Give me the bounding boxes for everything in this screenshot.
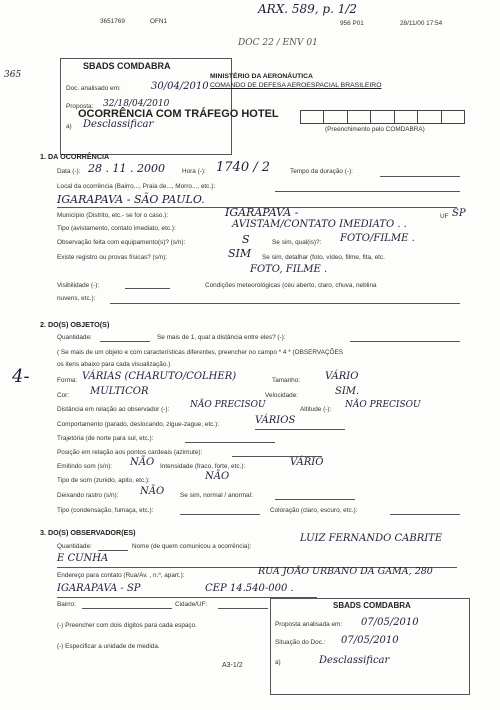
forma-value: VÁRIAS (CHARUTO/COLHER) bbox=[82, 371, 237, 382]
obs-qual-label: Se sim, qual(is)?: bbox=[272, 239, 322, 246]
data-label: Data (-): bbox=[57, 168, 81, 175]
page-code: A3-1/2 bbox=[222, 662, 243, 669]
pos-label: Posição em relação aos pontos cardeais (azimute): bbox=[57, 449, 203, 456]
form-title: OCORRÊNCIA COM TRÁFEGO HOTEL bbox=[78, 108, 279, 120]
ministry-line1: MINISTÉRIO DA AERONÁUTICA bbox=[210, 73, 313, 80]
stamp-line3: a) bbox=[66, 123, 72, 130]
uf-value: SP bbox=[452, 208, 466, 219]
tipo-rastro-label: Tipo (condensação, fumaça, etc.): bbox=[57, 507, 154, 514]
comdabra-code-boxes bbox=[300, 110, 465, 124]
endereco-label: Endereço para contato (Rua/Av. , n.º, apart.): bbox=[57, 572, 185, 579]
stamp-bottom-title: SBADS COMDABRA bbox=[333, 601, 411, 610]
cidade-label: Cidade/UF: bbox=[175, 601, 208, 608]
stamp-line3-value: Desclassificar bbox=[83, 119, 154, 130]
stamp-line1-value: 30/04/2010 bbox=[151, 81, 209, 92]
emit-value: NÃO bbox=[130, 457, 155, 468]
bairro-label: Bairro: bbox=[57, 601, 76, 608]
stamp-bottom-line2: Situação do Doc.: bbox=[275, 639, 326, 646]
fax-page-code: 956 P01 bbox=[340, 20, 364, 27]
fax-datetime: 28/11/00 17:54 bbox=[400, 20, 443, 27]
municipio-label: Município (Distrito, etc.- se for o caso.): bbox=[57, 212, 169, 219]
endereco-value-2: IGARAPAVA - SP bbox=[57, 583, 141, 594]
analysis-stamp-top bbox=[60, 58, 232, 155]
uf-label: UF bbox=[440, 213, 449, 220]
endereco-value: RUA JOÃO URBANO DA GAMA, 280 bbox=[258, 566, 433, 577]
obs-qual-value: FOTO/FILME . bbox=[340, 233, 415, 244]
alt-value: NÃO PRECISOU bbox=[345, 400, 421, 410]
vel-label: Velocidade: bbox=[265, 392, 299, 399]
stamp-bottom-line3: a) bbox=[275, 659, 281, 666]
nome-value: LUIZ FERNANDO CABRITE bbox=[300, 533, 443, 544]
fill-instr-1: (-) Preencher com dois dígitos para cada espaço. bbox=[57, 622, 197, 629]
margin-number-four: 4- bbox=[12, 366, 30, 387]
brilho-value: NÃO bbox=[205, 471, 230, 482]
cor-label: Cor: bbox=[57, 392, 70, 399]
stamp-bottom-line1-value: 07/05/2010 bbox=[361, 617, 419, 628]
objeto-note2: os itens abaixo para cada visualização.) bbox=[57, 361, 171, 368]
rastro-label: Deixando rastro (s/n): bbox=[57, 492, 119, 499]
tipo-value: AVISTAM/CONTATO IMEDIATO . . bbox=[232, 219, 407, 230]
stamp-bottom-line2-value: 07/05/2010 bbox=[341, 635, 399, 646]
cor-value: MULTICOR bbox=[90, 386, 149, 397]
fill-instr-2: (-) Especificar a unidade de medida. bbox=[57, 643, 160, 650]
visib-cond2-label: nuvens, etc.): bbox=[57, 295, 96, 302]
duracao-label: Tempo da duração (-): bbox=[290, 168, 353, 175]
fill-note: (Preenchimento pelo COMDABRA) bbox=[325, 126, 425, 133]
obs-label: Observação feita com equipamento(s)? (s/n): bbox=[57, 239, 186, 246]
hora-value: 1740 / 2 bbox=[216, 160, 270, 175]
registro-detail-label: Se sim, detalhar (foto, vídeo, filme, fita, etc. bbox=[262, 254, 385, 261]
ministry-line2: COMANDO DE DEFESA AEROESPACIAL BRASILEIRO bbox=[210, 82, 382, 89]
fax-code: OFN1 bbox=[150, 18, 168, 25]
emit-label: Emitindo som (s/n): bbox=[57, 463, 113, 470]
alt-label: Altitude (-): bbox=[300, 406, 332, 413]
stamp-line1: Doc. analisado em: bbox=[66, 85, 121, 92]
comp-value: VÁRIOS bbox=[255, 415, 296, 426]
local-label: Local da ocorrência (Bairro..., Praia de..., Morro..., etc.): bbox=[57, 183, 216, 190]
local-value: IGARAPAVA - SÃO PAULO. bbox=[57, 193, 205, 206]
obs-qtd-label: Quantidade: bbox=[57, 543, 92, 550]
visib-label: Visibilidade (-): bbox=[57, 282, 100, 289]
margin-note: 365 bbox=[4, 70, 22, 80]
traj-label: Trajetória (de norte para sul, etc.): bbox=[57, 435, 154, 442]
vel-value: SIM. bbox=[335, 386, 360, 397]
data-value: 28 . 11 . 2000 bbox=[88, 162, 165, 175]
objeto-note1: ( Se mais de um objeto e com características diferentes, preencher no campo * 4 * (OBSERVAÇÕES bbox=[57, 349, 344, 356]
municipio-value: IGARAPAVA - bbox=[225, 206, 299, 219]
forma-label: Forma: bbox=[57, 377, 78, 384]
dist-label: Distância em relação ao observador (-): bbox=[57, 406, 170, 413]
archive-note: ARX. 589, p. 1/2 bbox=[258, 2, 358, 16]
stamp-bottom-line3-value: Desclassificar bbox=[319, 655, 390, 666]
stamp-title: SBADS COMDABRA bbox=[83, 61, 171, 71]
qtd-dist-label: Se mais de 1, qual a distância entre eles? (-): bbox=[157, 334, 286, 341]
brilho-label: Tipo de som (zunido, apito, etc.): bbox=[57, 477, 150, 484]
coloracao-label: Coloração (claro, escuro, etc.): bbox=[270, 507, 358, 514]
rastro-q-label: Se sim, normal / anormal: bbox=[180, 492, 253, 499]
int-value: VÁRIO bbox=[290, 457, 324, 468]
cep-value: CEP 14.540-000 . bbox=[205, 583, 294, 594]
obs-value: S bbox=[242, 233, 250, 246]
nome-label: Nome (de quem comunicou a ocorrência): bbox=[132, 543, 252, 550]
fax-id: 3651769 bbox=[100, 18, 125, 25]
qtd-label: Quantidade: bbox=[57, 334, 92, 341]
nome-value-2: E CUNHA bbox=[57, 553, 109, 564]
section3-title: 3. DO(S) OBSERVADOR(ES) bbox=[40, 528, 136, 537]
stamp-line2-value: 32/18/04/2010 bbox=[103, 99, 170, 109]
tamanho-label: Tamanho: bbox=[272, 377, 301, 384]
registro-label: Existe registro ou provas físicas? (s/n): bbox=[57, 254, 168, 261]
stamp-line2: Proposta: bbox=[66, 103, 94, 110]
section2-title: 2. DO(S) OBJETO(S) bbox=[40, 320, 110, 329]
section1-title: 1. DA OCORRÊNCIA bbox=[40, 152, 110, 161]
comp-label: Comportamento (parado, deslocando, zigue-zague, etc.): bbox=[57, 421, 219, 428]
tipo-label: Tipo (avistamento, contato imediato, etc.): bbox=[57, 225, 176, 232]
int-label: Intensidade (fraco, forte, etc.): bbox=[160, 463, 246, 470]
visib-cond-label: Condições meteorológicas (céu aberto, claro, chuva, neblina bbox=[205, 282, 377, 289]
dist-value: NÃO PRECISOU bbox=[190, 400, 266, 410]
tamanho-value: VÁRIO bbox=[325, 371, 359, 382]
registro-detail-value: FOTO, FILME . bbox=[250, 264, 328, 275]
rastro-value: NÃO bbox=[140, 486, 165, 497]
hora-label: Hora (-): bbox=[182, 168, 206, 175]
analysis-stamp-bottom bbox=[270, 598, 470, 695]
stamp-bottom-line1: Proposta analisada em: bbox=[275, 621, 343, 628]
doc-note: DOC 22 / ENV 01 bbox=[238, 38, 318, 48]
registro-value: SIM bbox=[228, 247, 252, 260]
